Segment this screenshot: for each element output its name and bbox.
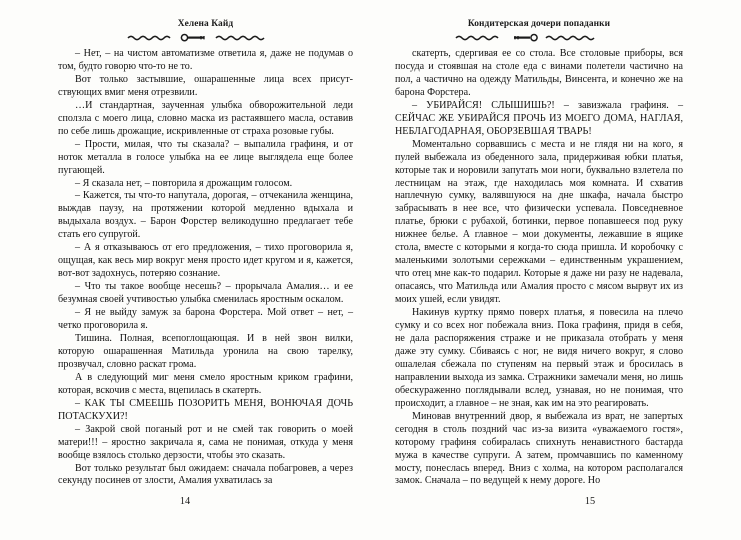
paragraph: Миновав внутренний двор, я выбежала из врат, не запертых сегодня в столь поздний час из-за визита «уважаемого гостя», которому графиня собиралась спихнуть ненавистного бастарда мужа в качестве супруги. А затем, промчавшись по каменному мосту, понеслась вперед. Вниз с холма, на котором располагался замок. Сначала – по ведущей к нему дороге. Но xyxy=(395,410,683,487)
paragraph: – Нет, – на чистом автоматизме ответила я, даже не подумав о том, будто говорю что-то не то. xyxy=(58,48,353,72)
paragraph: – КАК ТЫ СМЕЕШЬ ПОЗОРИТЬ МЕНЯ, ВОНЮЧАЯ ДОЧЬ ПОТАСКУХИ?! xyxy=(58,397,353,422)
paragraph: Вот только результат был ожидаем: сначала побагровев, а через секунду посинев от злости, Амалия ухватилась за xyxy=(58,462,353,487)
left-page-folio: 14 xyxy=(179,496,191,507)
wave-key-ornament xyxy=(126,32,286,43)
right-page xyxy=(371,0,741,540)
paragraph: Вот только застывшие, ошарашенные лица всех присутствующих вмиг меня отрезвили. xyxy=(58,73,353,98)
paragraph: – Прости, милая, что ты сказала? – выпалила графиня, и от ноток металла в голосе улыбка на ее лице выглядела еще более пугающей. xyxy=(58,138,353,176)
paragraph: – Что ты такое вообще несешь? – прорычала Амалия… и ее безумная своей учтивостью улыбка сменилась яростным оскалом. xyxy=(58,281,353,306)
paragraph: – Я не выйду замуж за барона Форстера. Мой ответ – нет, – четко проговорила я. xyxy=(58,307,353,332)
right-page-folio: 15 xyxy=(584,496,596,507)
right-page-body xyxy=(395,48,683,488)
paragraph: – Закрой свой поганый рот и не смей так говорить о моей матери!!! – яростно закричала я, сама не понимая, откуда у меня вообще взялось столько дерзости, чтобы это сказать. xyxy=(58,423,353,461)
wave-key-ornament xyxy=(446,32,632,43)
paragraph: Тишина. Полная, всепоглощающая. И в ней звон вилки, которую ошарашенная Матильда уронила на свою тарелку, прозвучал, словно раскат грома. xyxy=(58,332,353,370)
paragraph: скатерть, сдергивая ее со стола. Все столовые приборы, вся посуда и стоявшая на столе еда с винами полетели частично на пол, а частично на одежду Матильды, Винсента, и конечно же на барона Форстера. xyxy=(395,48,683,98)
paragraph: – А я отказываюсь от его предложения, – тихо проговорила я, ощущая, как весь мир вокруг меня просто идет кругом и я, кажется, вот-вот задохнусь, потеряю сознание. xyxy=(58,242,353,280)
paragraph: – УБИРАЙСЯ! СЛЫШИШЬ?! – завизжала графиня. – СЕЙЧАС ЖЕ УБИРАЙСЯ ПРОЧЬ ИЗ МОЕГО ДОМА, НАГЛАЯ, НЕБЛАГОДАРНАЯ, ОБОРЗЕВШАЯ ТВАРЬ! xyxy=(395,99,683,137)
paragraph: – Я сказала нет, – повторила я дрожащим голосом. xyxy=(75,177,293,189)
left-page-body xyxy=(58,48,353,488)
paragraph: …И стандартная, заученная улыбка обворожительной леди сползла с моего лица, словно маска из растаявшего масла, оставив по себе лишь дрожащие, искривленные от страха розовые губы. xyxy=(58,99,353,137)
paragraph: Накинув куртку прямо поверх платья, я повесила на плечо сумку и со всех ног побежала вниз. Пока графиня, придя в себя, не дала распоряжения страже и не приказала отобрать у меня даже эту сумку. Сбиваясь с ног, не видя ничего вокруг, я слово ошалелая сбежала по ступеням на первый этаж и бросилась в направлении выхода из замка. Стражники замечали меня, но лишь обескураженно поглядывали вслед, узнавая, но не понимая, что происходит, а главное – не зная, как им на это реагировать. xyxy=(395,307,683,409)
paragraph: Моментально сорвавшись с места и не глядя ни на кого, я пулей выбежала из обеденного зала, придерживая юбки платья, которые так и норовили запутать мои ноги, буквально взлетела по лестницам на этаж, где находилась моя комната. И схватив наплечную сумку, валявшуюся на дне шкафа, начала быстро забрасывать в нее все, что физически успевала. Повседневное платье, брюки с рубахой, ботинки, первое попавшееся под руку нижнее белье. А главное – мои документы, лежавшие в ящике стола, вместе с которыми я когда-то сюда пришла. И коробочку с маленькими золотыми сережками – единственным украшением, что отец мне как-то подарил. Которые я даже ни разу не надевала, опасаясь, что Матильда или Амалия просто с мясом вырвут их из моих ушей, если увидят. xyxy=(395,138,683,306)
left-page xyxy=(0,0,370,540)
right-page-running-head: Кондитерская дочери попаданки xyxy=(467,19,611,29)
left-page-running-head: Хелена Кайд xyxy=(177,19,234,29)
paragraph: А в следующий миг меня смело яростным криком графини, которая, вскочив с места, вцепилась в скатерть. xyxy=(58,371,353,396)
paragraph: – Кажется, ты что-то напутала, дорогая, – отчеканила женщина, выждав паузу, на протяжении которой медленно вдыхала и выдыхала воздух. – Барон Форстер великодушно предлагает тебе стать его супругой. xyxy=(58,190,353,241)
